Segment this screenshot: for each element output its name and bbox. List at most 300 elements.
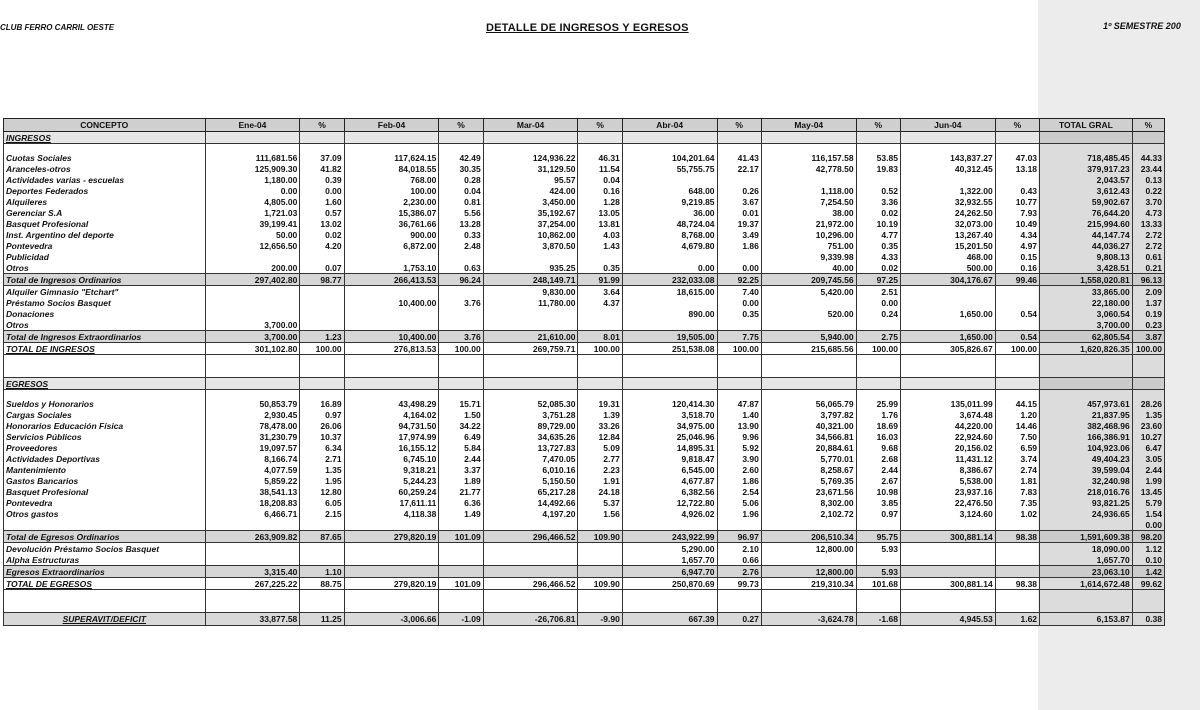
table-cell [622, 378, 717, 390]
table-cell: 34,975.00 [622, 420, 717, 431]
table-cell: 4.33 [856, 251, 900, 262]
table-cell: 34,635.26 [483, 431, 578, 442]
table-cell [856, 132, 900, 144]
table-cell: 300,881.14 [900, 531, 995, 543]
table-cell: 49,404.23 [1040, 453, 1133, 464]
table-cell: 52,085.30 [483, 398, 578, 409]
table-cell [483, 543, 578, 555]
table-body [4, 132, 1165, 626]
column-header: % [995, 119, 1039, 132]
table-cell: 13.28 [439, 218, 483, 229]
table-cell: 166,386.91 [1040, 431, 1133, 442]
table-cell: 33,865.00 [1040, 286, 1133, 298]
table-cell: 1,650.00 [900, 331, 995, 343]
table-row [4, 308, 1165, 319]
table-cell: 93,821.25 [1040, 497, 1133, 508]
table-cell: 3.67 [717, 196, 761, 207]
table-cell: 1.96 [717, 508, 761, 519]
table-cell: 87.65 [300, 531, 344, 543]
table-cell [300, 543, 344, 555]
table-cell: 2.44 [856, 464, 900, 475]
table-cell: 9.68 [856, 442, 900, 453]
table-row [4, 442, 1165, 453]
section-row [4, 378, 1165, 390]
table-cell: 10.37 [300, 431, 344, 442]
row-label: EGRESOS [4, 378, 206, 390]
row-label [4, 390, 206, 399]
table-cell [344, 308, 439, 319]
table-cell: 21.77 [439, 486, 483, 497]
table-row [4, 554, 1165, 566]
table-cell [205, 378, 300, 390]
table-cell [578, 132, 622, 144]
table-cell: 2.09 [1132, 286, 1164, 298]
table-cell: 18.69 [856, 420, 900, 431]
table-cell [717, 390, 761, 399]
table-cell [900, 554, 995, 566]
table-cell: 11,431.12 [900, 453, 995, 464]
table-cell: 1.39 [578, 409, 622, 420]
table-cell: 96.24 [439, 274, 483, 286]
table-cell [205, 286, 300, 298]
table-cell: 667.39 [622, 613, 717, 626]
row-label: Servicios Públicos [4, 431, 206, 442]
table-cell: 768.00 [344, 174, 439, 185]
table-row [4, 240, 1165, 251]
table-cell: 1.54 [1132, 508, 1164, 519]
table-cell: 1.28 [578, 196, 622, 207]
table-cell [483, 554, 578, 566]
table-cell: 382,468.96 [1040, 420, 1133, 431]
table-cell: 304,176.67 [900, 274, 995, 286]
table-cell: 0.00 [717, 297, 761, 308]
row-label: Pontevedra [4, 497, 206, 508]
table-cell [900, 543, 995, 555]
table-cell: 0.81 [439, 196, 483, 207]
table-cell: 3.87 [1132, 331, 1164, 343]
table-cell: 35,192.67 [483, 207, 578, 218]
table-cell: 9,830.00 [483, 286, 578, 298]
table-cell [578, 590, 622, 613]
table-cell [717, 519, 761, 531]
table-cell: 99.46 [995, 274, 1039, 286]
table-cell: 41.82 [300, 163, 344, 174]
table-cell: 13.33 [1132, 218, 1164, 229]
row-label: Cuotas Sociales [4, 152, 206, 163]
table-cell: 3.70 [1132, 196, 1164, 207]
table-cell: 95.75 [856, 531, 900, 543]
table-cell: 37.09 [300, 152, 344, 163]
table-cell: 5.09 [578, 442, 622, 453]
table-cell: 6,745.10 [344, 453, 439, 464]
table-cell [761, 319, 856, 331]
table-cell: 5,244.23 [344, 475, 439, 486]
table-cell [995, 554, 1039, 566]
table-cell: 3,870.50 [483, 240, 578, 251]
row-label: Préstamo Socios Basquet [4, 297, 206, 308]
table-cell: 56,065.79 [761, 398, 856, 409]
table-cell: 266,413.53 [344, 274, 439, 286]
column-header: Ene-04 [205, 119, 300, 132]
table-cell: 40,312.45 [900, 163, 995, 174]
column-header: % [300, 119, 344, 132]
table-cell: 34.22 [439, 420, 483, 431]
table-cell: 0.63 [439, 262, 483, 274]
table-cell: 12.80 [300, 486, 344, 497]
table-cell: 43,498.29 [344, 398, 439, 409]
row-label [4, 144, 206, 153]
table-cell [900, 132, 995, 144]
table-cell: 7.40 [717, 286, 761, 298]
row-label: Otros [4, 319, 206, 331]
table-cell: 24,262.50 [900, 207, 995, 218]
table-cell: 1,322.00 [900, 185, 995, 196]
table-cell: 5,769.35 [761, 475, 856, 486]
table-cell: 3,674.48 [900, 409, 995, 420]
table-cell: 48,724.04 [622, 218, 717, 229]
row-label [4, 519, 206, 531]
row-label: Otros [4, 262, 206, 274]
table-cell: 24,936.65 [1040, 508, 1133, 519]
table-cell: 84,018.55 [344, 163, 439, 174]
table-cell: 4.77 [856, 229, 900, 240]
table-cell: 0.04 [578, 174, 622, 185]
table-cell: 0.00 [1132, 519, 1164, 531]
table-cell: 98.38 [995, 578, 1039, 590]
table-cell: 104,923.06 [1040, 442, 1133, 453]
table-cell: 32,240.98 [1040, 475, 1133, 486]
table-cell: 18,208.83 [205, 497, 300, 508]
table-cell [439, 590, 483, 613]
table-cell [856, 390, 900, 399]
table-cell: 16,155.12 [344, 442, 439, 453]
table-cell [344, 286, 439, 298]
table-cell [900, 566, 995, 578]
table-cell [439, 543, 483, 555]
row-label: Total de Ingresos Ordinarios [4, 274, 206, 286]
row-label: Basquet Profesional [4, 486, 206, 497]
table-cell: 1.50 [439, 409, 483, 420]
table-cell: 9,219.85 [622, 196, 717, 207]
table-cell: 215,994.60 [1040, 218, 1133, 229]
table-cell [205, 543, 300, 555]
table-cell [439, 378, 483, 390]
table-cell: 2.10 [717, 543, 761, 555]
table-cell: 2.71 [300, 453, 344, 464]
table-cell: 1,721.03 [205, 207, 300, 218]
table-cell: 8,258.67 [761, 464, 856, 475]
table-cell: 5.37 [578, 497, 622, 508]
table-cell [483, 144, 578, 153]
table-cell: 109.90 [578, 531, 622, 543]
row-label: Mantenimiento [4, 464, 206, 475]
table-cell: 3.90 [717, 453, 761, 464]
table-cell: 0.43 [995, 185, 1039, 196]
table-cell [856, 144, 900, 153]
table-row [4, 543, 1165, 555]
table-cell [344, 590, 439, 613]
table-cell [483, 132, 578, 144]
table-cell: 21,972.00 [761, 218, 856, 229]
table-cell [717, 355, 761, 378]
table-cell: 0.28 [439, 174, 483, 185]
total-row [4, 531, 1165, 543]
table-cell: 0.23 [1132, 319, 1164, 331]
table-cell: 6,153.87 [1040, 613, 1133, 626]
table-cell: 1.91 [578, 475, 622, 486]
table-cell [205, 251, 300, 262]
table-cell: 32,073.00 [900, 218, 995, 229]
table-cell: 31,230.79 [205, 431, 300, 442]
table-row [4, 251, 1165, 262]
table-cell: 3,428.51 [1040, 262, 1133, 274]
table-cell: 0.26 [717, 185, 761, 196]
table-cell: 100.00 [717, 343, 761, 355]
table-cell [761, 144, 856, 153]
row-label: Egresos Extraordinarios [4, 566, 206, 578]
row-label [4, 590, 206, 613]
table-cell [995, 590, 1039, 613]
table-cell: 7,470.05 [483, 453, 578, 464]
row-label: Total de Egresos Ordinarios [4, 531, 206, 543]
table-cell [483, 308, 578, 319]
table-cell: 91.99 [578, 274, 622, 286]
table-cell: 648.00 [622, 185, 717, 196]
table-cell: 13.90 [717, 420, 761, 431]
table-cell [578, 554, 622, 566]
table-cell: 215,685.56 [761, 343, 856, 355]
table-cell [205, 390, 300, 399]
table-cell: 296,466.52 [483, 531, 578, 543]
table-cell [300, 286, 344, 298]
table-cell [622, 132, 717, 144]
row-label: Otros gastos [4, 508, 206, 519]
table-cell [761, 590, 856, 613]
table-cell: 135,011.99 [900, 398, 995, 409]
table-cell [761, 355, 856, 378]
table-cell: 22,476.50 [900, 497, 995, 508]
table-cell: 39,199.41 [205, 218, 300, 229]
column-header: % [856, 119, 900, 132]
table-cell: 5,420.00 [761, 286, 856, 298]
table-cell: -1.09 [439, 613, 483, 626]
table-cell: 50.00 [205, 229, 300, 240]
section-row [4, 132, 1165, 144]
table-cell: 1,650.00 [900, 308, 995, 319]
table-cell: 10.19 [856, 218, 900, 229]
table-cell: 1.86 [717, 475, 761, 486]
row-label: TOTAL DE EGRESOS [4, 578, 206, 590]
table-cell: 296,466.52 [483, 578, 578, 590]
table-cell: 47.03 [995, 152, 1039, 163]
table-cell: 1.20 [995, 409, 1039, 420]
table-cell [344, 566, 439, 578]
table-cell [1132, 590, 1164, 613]
row-label: Aranceles-otros [4, 163, 206, 174]
table-cell: 0.97 [856, 508, 900, 519]
table-cell [578, 355, 622, 378]
table-cell [717, 251, 761, 262]
table-cell [622, 144, 717, 153]
table-cell: 3.76 [439, 297, 483, 308]
table-cell [900, 519, 995, 531]
table-cell: 2,230.00 [344, 196, 439, 207]
table-cell: 2,930.45 [205, 409, 300, 420]
spacer-row [4, 355, 1165, 378]
table-row [4, 218, 1165, 229]
table-cell [439, 566, 483, 578]
table-cell: 100.00 [578, 343, 622, 355]
table-cell: 1.56 [578, 508, 622, 519]
table-cell [717, 132, 761, 144]
table-cell: 0.54 [995, 331, 1039, 343]
table-cell [995, 378, 1039, 390]
column-header: TOTAL GRAL [1040, 119, 1133, 132]
table-cell: 10.49 [995, 218, 1039, 229]
table-cell: 44.33 [1132, 152, 1164, 163]
table-cell: 100.00 [300, 343, 344, 355]
table-cell: 248,149.71 [483, 274, 578, 286]
table-cell: 1,657.70 [1040, 554, 1133, 566]
table-cell: 98.20 [1132, 531, 1164, 543]
table-cell: 0.19 [1132, 308, 1164, 319]
table-cell: 5.93 [856, 566, 900, 578]
table-cell: -26,706.81 [483, 613, 578, 626]
table-cell [300, 390, 344, 399]
column-header: Feb-04 [344, 119, 439, 132]
table-cell [578, 378, 622, 390]
table-row [4, 152, 1165, 163]
total-row [4, 331, 1165, 343]
table-row [4, 431, 1165, 442]
table-cell: 9,808.13 [1040, 251, 1133, 262]
table-cell: 100.00 [995, 343, 1039, 355]
table-cell: 18,615.00 [622, 286, 717, 298]
table-cell: 44.15 [995, 398, 1039, 409]
table-cell: 30.35 [439, 163, 483, 174]
table-cell: 17,974.99 [344, 431, 439, 442]
blank-row [4, 390, 1165, 399]
table-cell: 96.13 [1132, 274, 1164, 286]
table-cell: 12.84 [578, 431, 622, 442]
table-cell: 9.96 [717, 431, 761, 442]
table-cell: 1.89 [439, 475, 483, 486]
table-row [4, 207, 1165, 218]
table-cell [483, 319, 578, 331]
table-cell: 46.31 [578, 152, 622, 163]
table-cell: 124,936.22 [483, 152, 578, 163]
table-cell [483, 590, 578, 613]
table-cell: 2.72 [1132, 229, 1164, 240]
table-cell [344, 251, 439, 262]
table-cell: 44,220.00 [900, 420, 995, 431]
table-cell: 7.83 [995, 486, 1039, 497]
table-cell: 13.45 [1132, 486, 1164, 497]
table-cell: 1.49 [439, 508, 483, 519]
table-cell [439, 308, 483, 319]
table-cell: 117,624.15 [344, 152, 439, 163]
table-cell: 2.60 [717, 464, 761, 475]
table-cell: 78,478.00 [205, 420, 300, 431]
table-cell: 36,761.66 [344, 218, 439, 229]
table-cell [578, 144, 622, 153]
table-cell: 26.06 [300, 420, 344, 431]
table-cell: -3,624.78 [761, 613, 856, 626]
table-cell [761, 554, 856, 566]
table-cell: 232,033.08 [622, 274, 717, 286]
table-cell [995, 297, 1039, 308]
table-cell [344, 543, 439, 555]
table-cell: 718,485.45 [1040, 152, 1133, 163]
table-cell: 6,466.71 [205, 508, 300, 519]
row-label: Actividades Deportivas [4, 453, 206, 464]
table-cell [205, 297, 300, 308]
table-cell: 1,591,609.38 [1040, 531, 1133, 543]
table-cell: 21,610.00 [483, 331, 578, 343]
table-cell [995, 355, 1039, 378]
table-cell [900, 144, 995, 153]
table-cell [205, 355, 300, 378]
grand-row [4, 578, 1165, 590]
table-cell: 0.97 [300, 409, 344, 420]
table-cell: 34,566.81 [761, 431, 856, 442]
table-cell: 276,813.53 [344, 343, 439, 355]
table-row [4, 262, 1165, 274]
table-cell: 22,924.60 [900, 431, 995, 442]
table-cell [300, 319, 344, 331]
table-cell [856, 355, 900, 378]
table-cell: 111,681.56 [205, 152, 300, 163]
column-header-row [4, 119, 1165, 132]
table-cell: 6.47 [1132, 442, 1164, 453]
table-cell: 10,400.00 [344, 331, 439, 343]
table-cell: 5.79 [1132, 497, 1164, 508]
table-cell [622, 174, 717, 185]
table-cell: 3,700.00 [205, 331, 300, 343]
table-cell: 100.00 [344, 185, 439, 196]
table-cell: 4.73 [1132, 207, 1164, 218]
income-expense-table [3, 118, 1165, 626]
table-cell: 39,599.04 [1040, 464, 1133, 475]
table-cell: 1.62 [995, 613, 1039, 626]
table-cell [856, 319, 900, 331]
row-label: Honorarios Educación Física [4, 420, 206, 431]
table-cell [439, 319, 483, 331]
table-cell: 1,180.00 [205, 174, 300, 185]
row-label: Alquiler Gimnasio "Etchart" [4, 286, 206, 298]
table-cell: 55,755.75 [622, 163, 717, 174]
table-cell: 0.54 [995, 308, 1039, 319]
table-cell: 99.73 [717, 578, 761, 590]
table-cell [344, 319, 439, 331]
table-cell: 3,700.00 [205, 319, 300, 331]
row-label: Deportes Federados [4, 185, 206, 196]
row-label: Donaciones [4, 308, 206, 319]
table-cell: 1.37 [1132, 297, 1164, 308]
table-cell: 24.18 [578, 486, 622, 497]
table-cell: 13.81 [578, 218, 622, 229]
table-cell: 0.35 [578, 262, 622, 274]
table-cell: 14,492.66 [483, 497, 578, 508]
table-cell: 1.86 [717, 240, 761, 251]
table-cell: 6.59 [995, 442, 1039, 453]
table-cell: 4,197.20 [483, 508, 578, 519]
table-cell: 0.00 [717, 262, 761, 274]
table-cell: 101.09 [439, 531, 483, 543]
table-cell: 25.99 [856, 398, 900, 409]
table-cell: 104,201.64 [622, 152, 717, 163]
table-cell: 3,124.60 [900, 508, 995, 519]
